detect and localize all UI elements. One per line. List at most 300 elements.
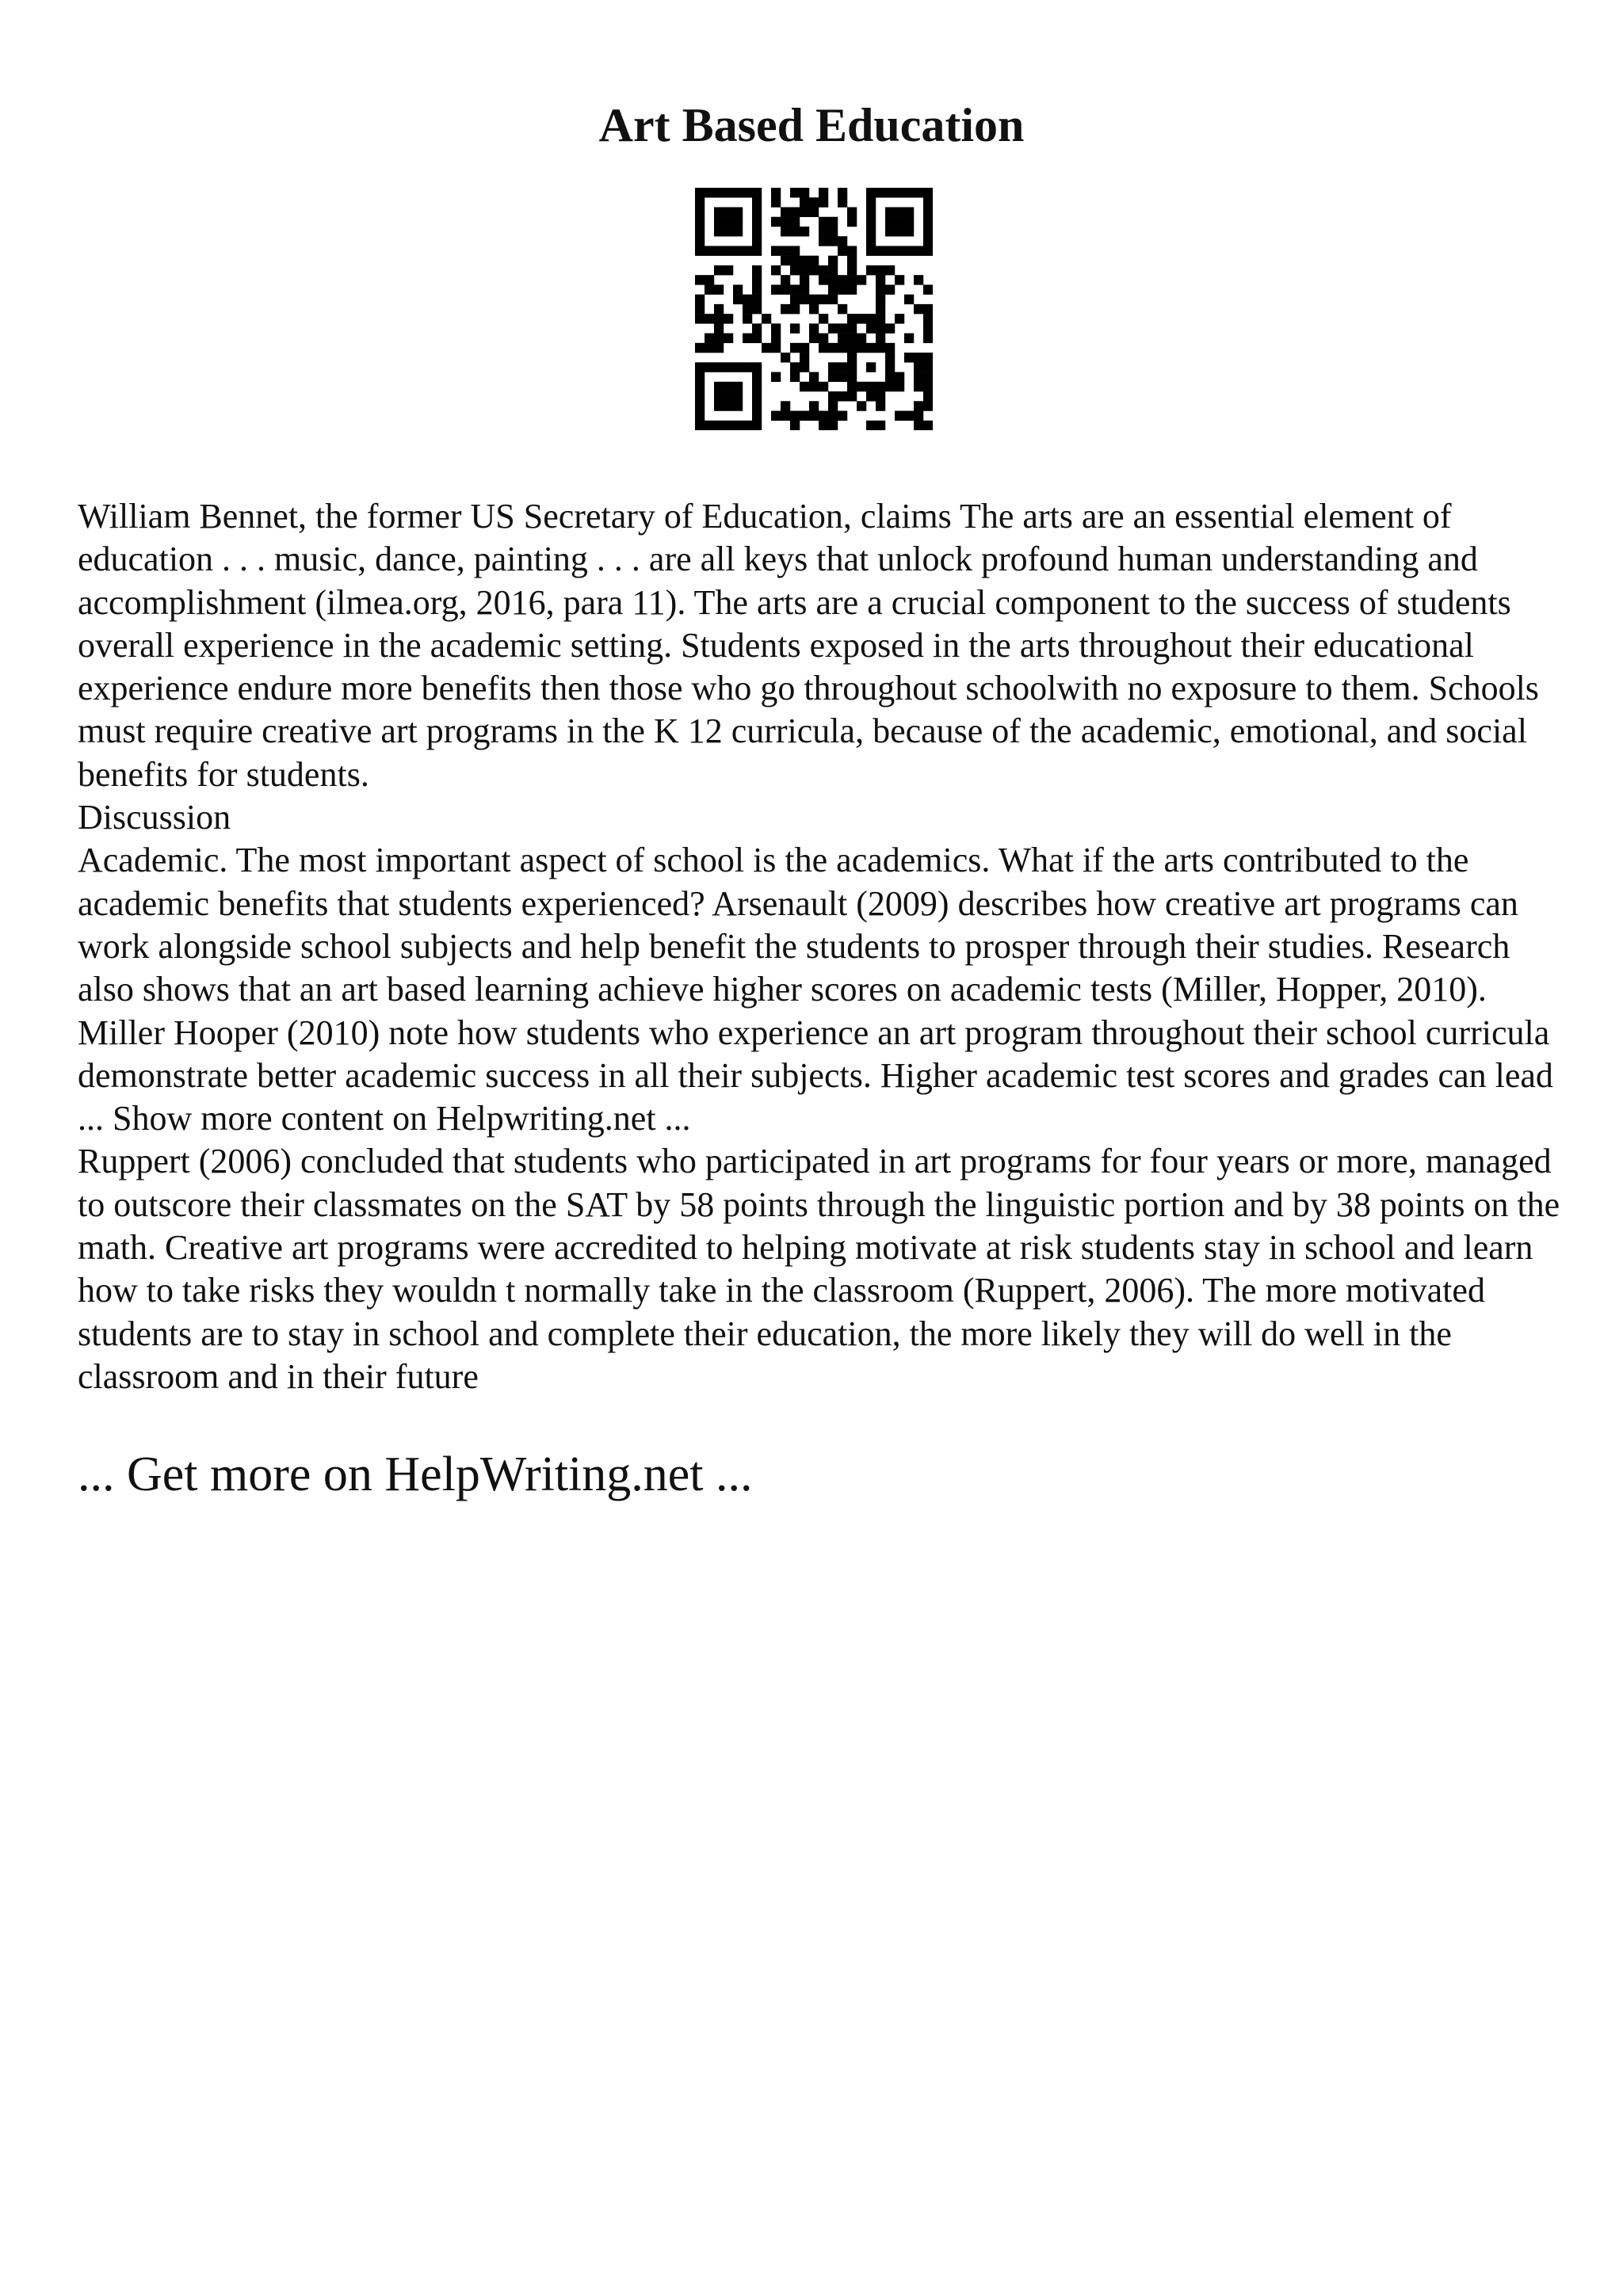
qr-module (819, 236, 828, 246)
qr-module (724, 265, 733, 275)
qr-module (876, 382, 885, 391)
qr-module (923, 401, 933, 410)
qr-module (743, 246, 752, 255)
qr-module (790, 323, 800, 333)
qr-module (914, 401, 923, 410)
qr-module (819, 343, 828, 353)
qr-module (847, 207, 857, 216)
qr-module (866, 197, 876, 207)
qr-module (733, 401, 743, 410)
qr-module (885, 362, 895, 372)
qr-module (752, 275, 762, 284)
qr-module (895, 188, 904, 197)
qr-module (885, 217, 895, 227)
qr-module (904, 188, 914, 197)
qr-module (800, 265, 809, 275)
qr-module (714, 207, 724, 216)
qr-module (724, 188, 733, 197)
qr-module (809, 411, 819, 421)
qr-module (752, 236, 762, 246)
qr-module (771, 411, 781, 421)
qr-module (695, 236, 705, 246)
qr-module (733, 382, 743, 391)
qr-module (838, 188, 847, 197)
qr-module (743, 314, 752, 323)
qr-module (752, 188, 762, 197)
qr-module (714, 246, 724, 255)
qr-module (733, 284, 743, 294)
qr-module (923, 284, 933, 294)
qr-module (695, 217, 705, 227)
qr-module (885, 343, 895, 353)
intro-paragraph: William Bennet, the former US Secretary of Education, claims The arts are an essential element of education . . . music, dance, painting . . . are all keys that unlock profound human understanding and accomplishment (ilmea.org, 2016, para 11). The arts are a crucial component to the success of students overall experience in the academic setting. Students exposed in the arts throughout their educational experience endure more benefits then those who go throughout schoolwith no exposure to them. Schools must require creative art programs in the K 12 curricula, because of the academic, emotional, and social benefits for students. (78, 497, 1539, 794)
qr-module (895, 382, 904, 391)
qr-module (809, 304, 819, 314)
qr-module (714, 304, 724, 314)
qr-module (866, 323, 876, 333)
qr-module (790, 284, 800, 294)
qr-module (752, 362, 762, 372)
qr-module (885, 353, 895, 362)
qr-module (752, 227, 762, 236)
qr-module (895, 314, 904, 323)
get-more-link[interactable]: ... Get more on HelpWriting.net ... (78, 1447, 753, 1501)
qr-module (885, 265, 895, 275)
qr-module (762, 343, 771, 353)
qr-module (695, 382, 705, 391)
qr-module (885, 323, 895, 333)
qr-module (790, 411, 800, 421)
qr-module (800, 256, 809, 265)
qr-module (714, 401, 724, 410)
qr-module (809, 334, 819, 343)
qr-module (819, 275, 828, 284)
qr-module (809, 323, 819, 333)
qr-module (885, 382, 895, 391)
qr-module (838, 343, 847, 353)
qr-module (923, 314, 933, 323)
qr-module (838, 284, 847, 294)
qr-module (838, 334, 847, 343)
qr-module (743, 334, 752, 343)
qr-module (876, 421, 885, 430)
qr-module (876, 304, 885, 314)
qr-module (790, 256, 800, 265)
qr-module (904, 246, 914, 255)
qr-module (733, 217, 743, 227)
qr-module (752, 421, 762, 430)
qr-module (724, 314, 733, 323)
qr-module (752, 382, 762, 391)
qr-module (714, 362, 724, 372)
qr-module (866, 314, 876, 323)
qr-module (771, 372, 781, 382)
qr-module (809, 372, 819, 382)
qr-module (781, 217, 790, 227)
qr-module (838, 304, 847, 314)
qr-module (895, 275, 904, 284)
qr-module (695, 207, 705, 216)
qr-module (828, 275, 838, 284)
qr-module (857, 343, 866, 353)
qr-module (857, 275, 866, 284)
qr-module (904, 217, 914, 227)
qr-module (819, 382, 828, 391)
qr-module (847, 343, 857, 353)
qr-module (733, 421, 743, 430)
qr-module (828, 421, 838, 430)
qr-module (904, 227, 914, 236)
qr-module (724, 391, 733, 401)
qr-module (752, 265, 762, 275)
qr-module (847, 334, 857, 343)
qr-module (838, 246, 847, 255)
qr-module (800, 362, 809, 372)
qr-module (847, 256, 857, 265)
qr-module (714, 421, 724, 430)
qr-module (724, 227, 733, 236)
qr-module (838, 372, 847, 382)
qr-module (733, 207, 743, 216)
qr-module (705, 275, 714, 284)
qr-module (819, 188, 828, 197)
qr-module (809, 401, 819, 410)
qr-module (790, 227, 800, 236)
qr-module (809, 207, 819, 216)
qr-module (828, 343, 838, 353)
qr-module (914, 353, 923, 362)
qr-module (752, 411, 762, 421)
qr-module (752, 372, 762, 382)
qr-module (743, 304, 752, 314)
qr-module (781, 411, 790, 421)
qr-module (695, 411, 705, 421)
qr-module (828, 411, 838, 421)
qr-module (695, 246, 705, 255)
qr-module (914, 411, 923, 421)
qr-module (800, 353, 809, 362)
qr-module (695, 343, 705, 353)
qr-module (847, 265, 857, 275)
qr-module (828, 362, 838, 372)
qr-module (781, 227, 790, 236)
qr-module (895, 227, 904, 236)
qr-module (724, 401, 733, 410)
qr-module (923, 382, 933, 391)
qr-module (885, 372, 895, 382)
qr-module (895, 246, 904, 255)
qr-module (695, 188, 705, 197)
qr-module (714, 265, 724, 275)
qr-module (790, 304, 800, 314)
qr-module (724, 246, 733, 255)
qr-module (847, 323, 857, 333)
qr-module (876, 314, 885, 323)
qr-module (828, 217, 838, 227)
qr-module (876, 343, 885, 353)
qr-module (819, 217, 828, 227)
qr-module (914, 372, 923, 382)
qr-module (705, 421, 714, 430)
qr-module (771, 323, 781, 333)
document-body (78, 495, 1568, 1398)
qr-module (695, 391, 705, 401)
qr-module (819, 334, 828, 343)
qr-module (885, 227, 895, 236)
qr-module (819, 411, 828, 421)
qr-module (752, 401, 762, 410)
qr-module (800, 275, 809, 284)
qr-module (866, 265, 876, 275)
qr-module (838, 236, 847, 246)
qr-module (923, 323, 933, 333)
qr-module (790, 207, 800, 216)
qr-module (705, 343, 714, 353)
qr-module (752, 284, 762, 294)
qr-module (914, 362, 923, 372)
qr-module (847, 314, 857, 323)
qr-module (733, 246, 743, 255)
qr-module (705, 362, 714, 372)
qr-module (895, 207, 904, 216)
qr-module (876, 334, 885, 343)
qr-module (771, 246, 781, 255)
qr-module (714, 227, 724, 236)
qr-module (923, 188, 933, 197)
qr-module (724, 362, 733, 372)
qr-module (914, 275, 923, 284)
qr-module (800, 382, 809, 391)
qr-module (790, 372, 800, 382)
qr-module (695, 372, 705, 382)
qr-module (809, 382, 819, 391)
qr-module (705, 334, 714, 343)
qr-module (828, 256, 838, 265)
qr-module (847, 217, 857, 227)
qr-module (743, 421, 752, 430)
qr-module (705, 284, 714, 294)
qr-module (819, 314, 828, 323)
section-heading-discussion: Discussion (78, 798, 231, 837)
qr-module (914, 382, 923, 391)
qr-module (695, 421, 705, 430)
qr-module (866, 217, 876, 227)
qr-module (923, 197, 933, 207)
qr-module (752, 246, 762, 255)
qr-module (923, 362, 933, 372)
qr-module (771, 188, 781, 197)
qr-code-icon[interactable] (695, 188, 933, 430)
qr-module (695, 295, 705, 304)
qr-module (771, 284, 781, 294)
qr-module (923, 236, 933, 246)
qr-module (866, 188, 876, 197)
qr-module (733, 227, 743, 236)
qr-module (714, 391, 724, 401)
qr-module (781, 275, 790, 284)
qr-module (695, 304, 705, 314)
qr-module (857, 314, 866, 323)
document-title: Art Based Education (598, 99, 1025, 151)
qr-module (733, 295, 743, 304)
qr-module (771, 265, 781, 275)
qr-module (743, 362, 752, 372)
qr-module (790, 421, 800, 430)
qr-module (724, 217, 733, 227)
qr-module (800, 411, 809, 421)
qr-module (876, 401, 885, 410)
qr-module (762, 314, 771, 323)
qr-module (800, 207, 809, 216)
qr-module (695, 275, 705, 284)
qr-module (752, 295, 762, 304)
qr-module (838, 323, 847, 333)
qr-module (819, 421, 828, 430)
qr-module (885, 207, 895, 216)
qr-module (923, 304, 933, 314)
qr-module (752, 217, 762, 227)
qr-module (695, 401, 705, 410)
qr-module (809, 256, 819, 265)
qr-module (714, 188, 724, 197)
qr-module (809, 197, 819, 207)
qr-module (866, 246, 876, 255)
qr-module (847, 353, 857, 362)
qr-module (923, 246, 933, 255)
qr-module (714, 314, 724, 323)
qr-module (800, 295, 809, 304)
qr-module (904, 207, 914, 216)
qr-module (866, 343, 876, 353)
qr-module (733, 391, 743, 401)
qr-module (790, 188, 800, 197)
qr-module (914, 304, 923, 314)
qr-module (923, 391, 933, 401)
qr-module (847, 246, 857, 255)
qr-module (714, 343, 724, 353)
qr-module (847, 284, 857, 294)
qr-module (828, 391, 838, 401)
qr-module (828, 227, 838, 236)
qr-module (828, 295, 838, 304)
qr-module (752, 334, 762, 343)
qr-module (781, 353, 790, 362)
qr-module (781, 401, 790, 410)
qr-module (866, 391, 876, 401)
qr-module (923, 353, 933, 362)
qr-module (914, 188, 923, 197)
qr-module (828, 236, 838, 246)
qr-module (866, 362, 876, 372)
qr-module (838, 362, 847, 372)
qr-module (771, 343, 781, 353)
qr-module (790, 295, 800, 304)
qr-module (790, 362, 800, 372)
qr-module (876, 275, 885, 284)
qr-module (724, 334, 733, 343)
qr-module (904, 411, 914, 421)
qr-module (895, 411, 904, 421)
qr-module (904, 334, 914, 343)
qr-module (866, 236, 876, 246)
qr-module (914, 246, 923, 255)
qr-module (819, 295, 828, 304)
qr-module (828, 284, 838, 294)
qr-module (752, 197, 762, 207)
qr-module (781, 304, 790, 314)
qr-module (866, 207, 876, 216)
qr-module (923, 334, 933, 343)
qr-module (857, 401, 866, 410)
qr-module (876, 284, 885, 294)
qr-module (790, 217, 800, 227)
qr-module (847, 391, 857, 401)
qr-module (923, 227, 933, 236)
qr-module (876, 391, 885, 401)
qr-module (895, 217, 904, 227)
qr-module (857, 382, 866, 391)
qr-module (724, 382, 733, 391)
qr-module (705, 314, 714, 323)
qr-module (838, 411, 847, 421)
qr-module (781, 284, 790, 294)
academic-paragraph: Academic. The most important aspect of school is the academics. What if the arts contributed to the academic benefits that students experienced? Arsenault (2009) describes how creative art programs can work alongside school subjects and help benefit the students to prosper through their studies. Research also shows that an art based learning achieve higher scores on academic tests (Miller, Hopper, 2010). Miller Hooper (2010) note how students who experience an art program throughout their school curricula demonstrate better academic success in all their subjects. Higher academic test scores and grades can lead ... Show more content on Helpwriting.net ... (78, 841, 1553, 1138)
qr-module (752, 207, 762, 216)
qr-module (714, 334, 724, 343)
qr-module (847, 382, 857, 391)
qr-module (885, 246, 895, 255)
qr-module (847, 275, 857, 284)
qr-module (809, 265, 819, 275)
qr-module (724, 207, 733, 216)
qr-module (800, 197, 809, 207)
qr-module (771, 334, 781, 343)
qr-module (819, 227, 828, 236)
qr-module (695, 227, 705, 236)
qr-module (790, 265, 800, 275)
qr-module (866, 421, 876, 430)
qr-module (752, 323, 762, 333)
qr-module (743, 188, 752, 197)
qr-module (724, 421, 733, 430)
qr-module (923, 217, 933, 227)
qr-module (876, 323, 885, 333)
qr-module (838, 275, 847, 284)
qr-module (828, 401, 838, 410)
qr-module (800, 188, 809, 197)
qr-module (781, 246, 790, 255)
qr-module (771, 197, 781, 207)
qr-module (714, 217, 724, 227)
qr-module (876, 295, 885, 304)
qr-module (923, 421, 933, 430)
qr-module (695, 362, 705, 372)
qr-module (923, 372, 933, 382)
qr-module (800, 227, 809, 236)
qr-module (857, 334, 866, 343)
qr-module (714, 323, 724, 333)
qr-module (828, 372, 838, 382)
qr-module (876, 246, 885, 255)
qr-module (714, 382, 724, 391)
qr-module (819, 265, 828, 275)
qr-module (771, 217, 781, 227)
qr-module (895, 372, 904, 382)
qr-module (914, 421, 923, 430)
qr-module (876, 265, 885, 275)
qr-module (819, 197, 828, 207)
qr-module (885, 188, 895, 197)
